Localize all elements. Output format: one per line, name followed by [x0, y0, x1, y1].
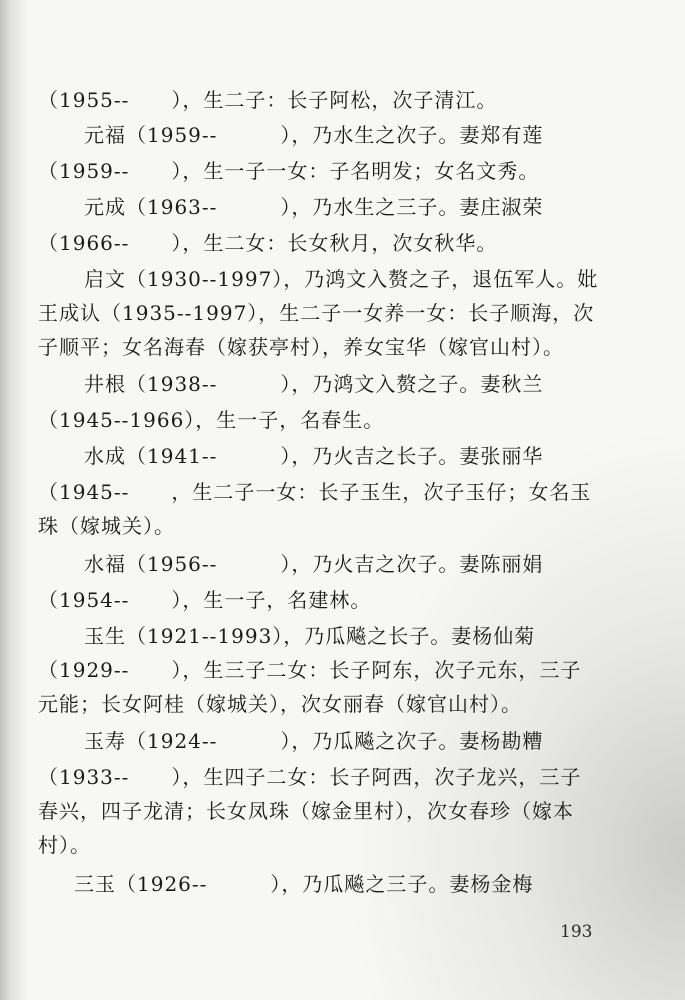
text-line-7: 王成认（1935--1997），生二子一女养一女：长子顺海，次 [38, 301, 595, 325]
text-line-22: 村）。 [38, 833, 91, 857]
text-line-3: （1959-- ），生一子一女：子名明发；女名文秀。 [38, 159, 540, 183]
text-line-10: （1945--1966），生一子，名春生。 [38, 408, 385, 432]
text-line-18: 元能；长女阿桂（嫁城关），次女丽春（嫁官山村）。 [38, 692, 522, 716]
text-line-20: （1933-- ），生四子二女：长子阿西，次子龙兴，三子 [38, 765, 582, 789]
text-line-2: 元福（1959-- ），乃水生之次子。妻郑有莲 [84, 123, 544, 147]
text-line-16: 玉生（1921--1993），乃瓜飚之长子。妻杨仙菊 [84, 624, 536, 648]
text-line-23: 三玉（1926-- ），乃瓜飚之三子。妻杨金梅 [74, 872, 534, 896]
page-number: 193 [560, 922, 593, 942]
text-line-17: （1929-- ），生三子二女：长子阿东，次子元东，三子 [38, 658, 582, 682]
text-line-5: （1966-- ），生二女：长女秋月，次女秋华。 [38, 231, 498, 255]
text-line-8: 子顺平；女名海春（嫁获亭村），养女宝华（嫁官山村）。 [38, 335, 564, 359]
text-line-15: （1954-- ），生一子，名建林。 [38, 588, 372, 612]
text-line-1: （1955-- ），生二子：长子阿松，次子清江。 [38, 88, 498, 112]
text-line-4: 元成（1963-- ），乃水生之三子。妻庄淑荣 [84, 195, 544, 219]
text-line-9: 井根（1938-- ），乃鸿文入赘之子。妻秋兰 [84, 372, 544, 396]
text-line-11: 水成（1941-- ），乃火吉之长子。妻张丽华 [84, 444, 544, 468]
text-line-6: 启文（1930--1997），乃鸿文入赘之子，退伍军人。妣 [84, 267, 599, 291]
text-line-14: 水福（1956-- ），乃火吉之次子。妻陈丽娟 [84, 552, 544, 576]
text-line-12: （1945-- ，生二子一女：长子玉生，次子玉仔；女名玉 [38, 480, 592, 504]
text-line-19: 玉寿（1924-- ），乃瓜飚之次子。妻杨勘糟 [84, 729, 544, 753]
text-line-13: 珠（嫁城关）。 [38, 514, 175, 538]
text-line-21: 春兴，四子龙清；长女凤珠（嫁金里村），次女春珍（嫁本 [38, 799, 574, 823]
